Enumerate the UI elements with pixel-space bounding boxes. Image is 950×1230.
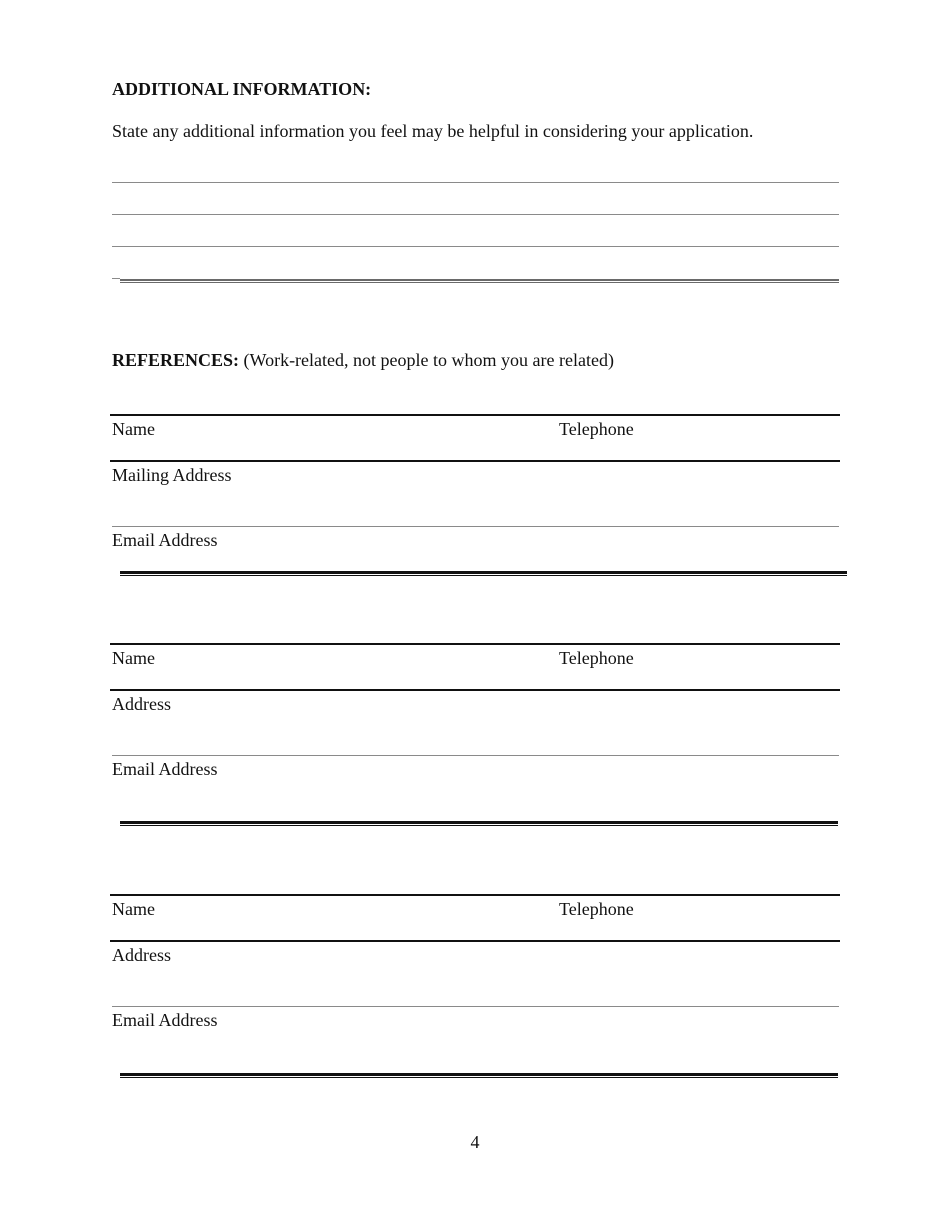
reference-1-name-line[interactable] (110, 414, 840, 416)
reference-3-email-label: Email Address (112, 1010, 218, 1030)
reference-1-address-label: Mailing Address (112, 465, 232, 485)
additional-info-heading: ADDITIONAL INFORMATION: (112, 79, 372, 99)
reference-3-address-label: Address (112, 945, 171, 965)
reference-2-name-label: Name (112, 648, 155, 668)
reference-2-email-label: Email Address (112, 759, 218, 779)
additional-info-line-3[interactable] (112, 246, 839, 247)
reference-3-address-line[interactable] (110, 940, 840, 942)
references-note: (Work-related, not people to whom you are related) (239, 350, 614, 370)
reference-2-name-line[interactable] (110, 643, 840, 645)
reference-1-address-line[interactable] (110, 460, 840, 462)
additional-info-line-4[interactable] (120, 279, 839, 281)
additional-info-line-1[interactable] (112, 182, 839, 183)
reference-1-separator (120, 571, 847, 574)
reference-3-name-label: Name (112, 899, 155, 919)
reference-2-separator (120, 821, 838, 824)
reference-3-separator (120, 1073, 838, 1076)
reference-3-email-line[interactable] (112, 1006, 839, 1007)
reference-1-email-line[interactable] (112, 526, 839, 527)
reference-1-email-label: Email Address (112, 530, 218, 550)
reference-2-address-label: Address (112, 694, 171, 714)
references-heading: REFERENCES: (112, 350, 240, 370)
reference-1-name-label: Name (112, 419, 155, 439)
references-heading-row (112, 349, 614, 371)
reference-1-telephone-label: Telephone (559, 419, 634, 439)
page-number: 4 (470, 1132, 480, 1152)
additional-info-line-2[interactable] (112, 214, 839, 215)
additional-info-instruction: State any additional information you feel may be helpful in considering your application. (112, 121, 754, 141)
reference-3-telephone-label: Telephone (559, 899, 634, 919)
additional-info-line-4-stub (112, 278, 120, 279)
reference-2-email-line[interactable] (112, 755, 839, 756)
reference-2-telephone-label: Telephone (559, 648, 634, 668)
reference-3-name-line[interactable] (110, 894, 840, 896)
reference-2-address-line[interactable] (110, 689, 840, 691)
